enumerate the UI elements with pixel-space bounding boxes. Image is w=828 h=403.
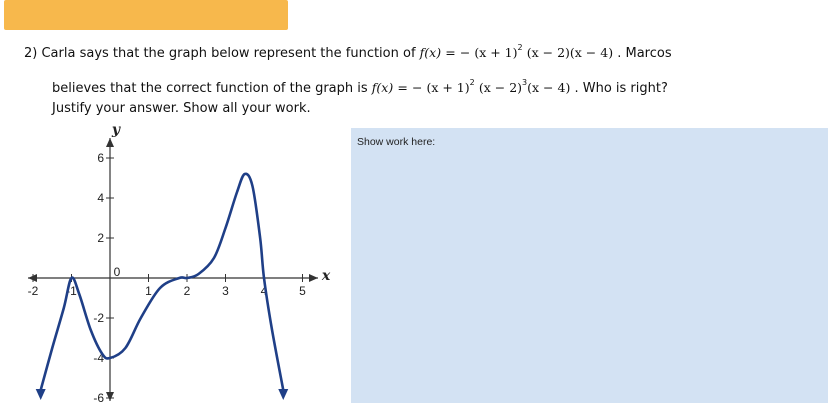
instruction-text: Justify your answer. Show all your work. bbox=[52, 101, 311, 116]
carla-function-name: f(x) bbox=[419, 45, 442, 60]
x-axis-label: x bbox=[321, 268, 331, 284]
y-tick-label: -4 bbox=[93, 351, 104, 365]
function-curve bbox=[41, 174, 284, 390]
y-tick-label: -6 bbox=[93, 391, 104, 403]
marcos-exponent-2: 3 bbox=[522, 78, 528, 87]
y-tick-label: 4 bbox=[97, 191, 104, 205]
question-text-tail: . Who is right? bbox=[574, 81, 668, 96]
marcos-function-name: f(x) bbox=[371, 80, 394, 95]
carla-factor-1: − (x + 1) bbox=[459, 45, 518, 60]
marcos-factor-2: (x − 2) bbox=[478, 80, 523, 95]
y-axis-label: y bbox=[111, 122, 121, 138]
function-graph bbox=[0, 118, 345, 403]
question-line-2 bbox=[52, 78, 668, 96]
y-tick-label: 6 bbox=[97, 151, 104, 165]
equals-sign: = bbox=[397, 80, 408, 95]
x-tick-label: 3 bbox=[222, 284, 229, 298]
carla-factor-2: (x − 2)(x − 4) bbox=[526, 45, 614, 60]
x-axis-arrow-right bbox=[309, 274, 318, 282]
y-axis-arrow-up bbox=[106, 138, 114, 147]
marcos-factor-3: (x − 4) bbox=[527, 80, 571, 95]
marcos-factor-1: − (x + 1) bbox=[412, 80, 470, 95]
work-area[interactable] bbox=[351, 128, 828, 403]
question-line-3 bbox=[52, 101, 311, 116]
equals-sign: = bbox=[445, 45, 456, 60]
y-tick-label: 2 bbox=[97, 231, 104, 245]
x-tick-label: 5 bbox=[299, 284, 306, 298]
question-text: believes that the correct function of the graph is bbox=[52, 81, 368, 96]
y-axis-arrow-down bbox=[106, 392, 114, 401]
x-tick-label: 2 bbox=[183, 284, 191, 298]
highlight-bar bbox=[4, 0, 288, 30]
y-tick-label: -2 bbox=[93, 311, 104, 325]
x-tick-label: 4 bbox=[260, 284, 268, 298]
curve-arrow-left bbox=[36, 389, 46, 400]
marcos-exponent-1: 2 bbox=[469, 78, 475, 87]
question-number: 2) bbox=[24, 46, 38, 61]
x-tick-label: -1 bbox=[66, 284, 77, 298]
carla-exponent-1: 2 bbox=[517, 43, 523, 52]
question-text-tail: . Marcos bbox=[617, 46, 672, 61]
x-tick-label: 0 bbox=[113, 265, 121, 279]
x-tick-label: -2 bbox=[27, 284, 39, 298]
work-area-label: Show work here: bbox=[357, 136, 436, 148]
x-tick-label: 1 bbox=[145, 284, 152, 298]
question-line-1 bbox=[24, 43, 672, 61]
question-text: Carla says that the graph below represent the function of bbox=[41, 46, 416, 61]
curve-arrow-right bbox=[278, 389, 288, 400]
